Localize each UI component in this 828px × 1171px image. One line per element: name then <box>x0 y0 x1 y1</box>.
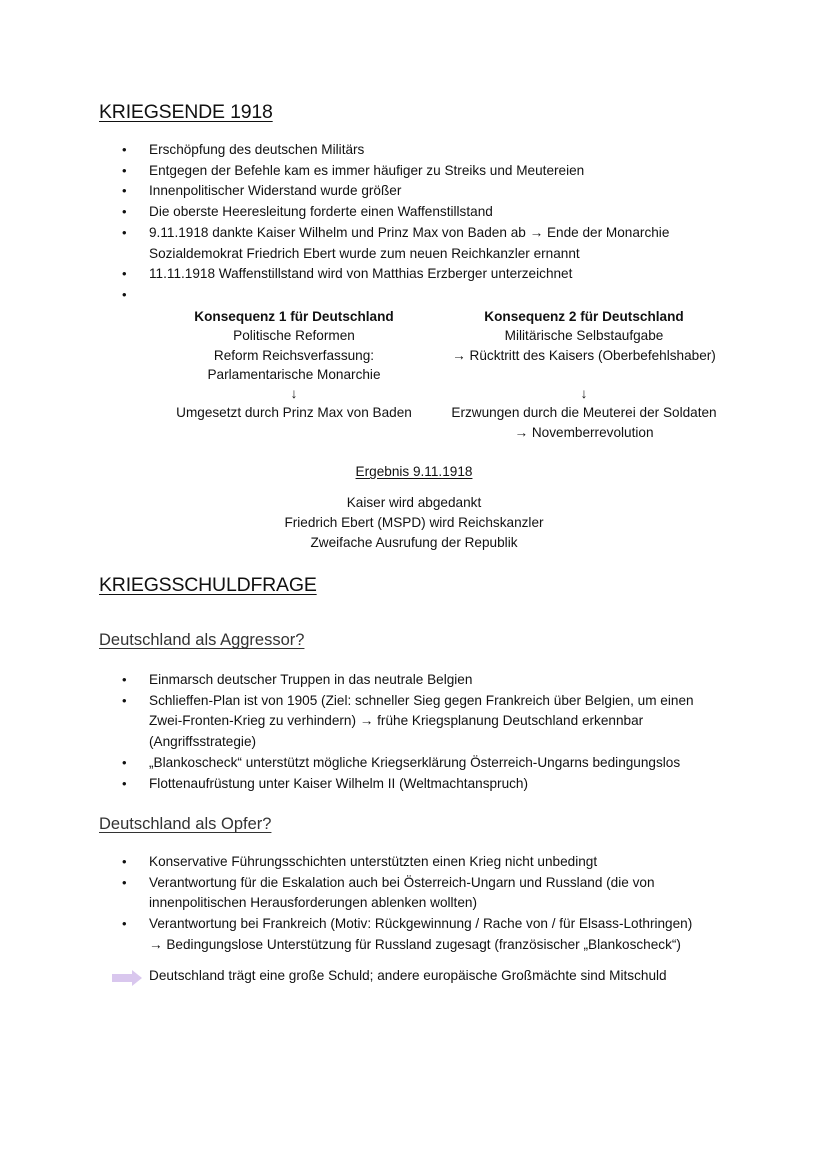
list-item <box>0 691 749 753</box>
consequence-2-line: Militärische Selbstaufgabe <box>504 328 664 344</box>
heading-kriegsende: KRIEGSENDE 1918 <box>99 101 273 123</box>
consequence-1-line: Politische Reformen <box>233 328 355 344</box>
list-item: • 11.11.1918 Waffenstillstand wird von Matthias Erzberger unterzeichnet <box>0 264 749 285</box>
bullet-text: Schlieffen-Plan ist von 1905 (Ziel: schneller Sieg gegen Frankreich über Belgien, um einen <box>149 692 694 708</box>
list-item: • Innenpolitischer Widerstand wurde größer <box>0 181 749 202</box>
result-title-text: Ergebnis 9.11.1918 <box>355 464 473 479</box>
bullet-text-continued: → Bedingungslose Unterstützung für Russland zugesagt (französischer „Blankoscheck“) <box>149 936 681 952</box>
list-item: • Entgegen der Befehle kam es immer häufiger zu Streiks und Meutereien <box>0 161 749 182</box>
subheading-aggressor: Deutschland als Aggressor? <box>99 631 305 649</box>
list-item-empty <box>0 285 749 306</box>
consequence-2-line: → Novemberrevolution <box>514 424 654 440</box>
consequence-2-spacer <box>434 365 734 384</box>
consequence-2-line: Erzwungen durch die Meuterei der Soldaten <box>451 405 717 421</box>
list-item: • Einmarsch deutscher Truppen in das neutrale Belgien <box>0 670 749 691</box>
consequence-1-line: Parlamentarische Monarchie <box>207 366 381 382</box>
aggressor-bullet-list <box>0 670 749 794</box>
consequence-1-line: Reform Reichsverfassung: <box>213 347 375 363</box>
list-item: • „Blankoscheck“ unterstützt mögliche Kriegserklärung Österreich-Ungarns bedingungslos <box>0 753 749 774</box>
consequence-1-line: Umgesetzt durch Prinz Max von Baden <box>176 405 412 421</box>
list-item: • Die oberste Heeresleitung forderte einen Waffenstillstand <box>0 202 749 223</box>
consequence-1-block <box>164 307 424 423</box>
consequence-2-line: → Rücktritt des Kaisers (Oberbefehlshaber) <box>452 347 716 363</box>
consequence-2-block <box>434 307 734 442</box>
bullet-text-continued: Sozialdemokrat Friedrich Ebert wurde zum neuen Reichkanzler ernannt <box>149 245 580 261</box>
list-item: • Erschöpfung des deutschen Militärs <box>0 140 749 161</box>
heading-kriegsschuldfrage: KRIEGSSCHULDFRAGE <box>99 574 317 596</box>
down-arrow: ↓ <box>290 386 298 402</box>
result-line: Kaiser wird abgedankt <box>346 495 482 510</box>
bullet-text: Verantwortung für die Eskalation auch bei Österreich-Ungarn und Russland (die von <box>149 874 655 890</box>
list-item <box>0 223 749 264</box>
bullet-text-continued: innenpolitischen Herausforderungen ablenken wollten) <box>149 895 477 911</box>
bullet-text: 9.11.1918 dankte Kaiser Wilhelm und Prinz Max von Baden ab → Ende der Monarchie <box>149 224 670 240</box>
consequence-2-title: Konsequenz 2 für Deutschland <box>484 309 684 324</box>
list-item <box>0 873 749 914</box>
conclusion-arrow-icon <box>112 970 142 986</box>
bullet-text: Verantwortung bei Frankreich (Motiv: Rückgewinnung / Rache von / für Elsass-Lothringen) <box>149 916 693 932</box>
list-item: • Konservative Führungsschichten unterstützten einen Krieg nicht unbedingt <box>0 852 749 873</box>
consequence-1-title: Konsequenz 1 für Deutschland <box>194 309 394 324</box>
result-lines <box>0 493 828 554</box>
list-item: • Flottenaufrüstung unter Kaiser Wilhelm II (Weltmachtanspruch) <box>0 774 749 795</box>
list-item <box>0 914 749 955</box>
result-title <box>0 462 828 482</box>
subheading-opfer: Deutschland als Opfer? <box>99 815 272 833</box>
result-line: Zweifache Ausrufung der Republik <box>310 535 518 551</box>
victim-bullet-list <box>0 852 749 956</box>
kriegsende-bullet-list <box>0 140 749 306</box>
bullet-text-continued: (Angriffsstrategie) <box>149 734 257 750</box>
bullet-text-continued: Zwei-Fronten-Krieg zu verhindern) → frühe Kriegsplanung Deutschland erkennbar <box>149 713 644 729</box>
conclusion-text: Deutschland trägt eine große Schuld; andere europäische Großmächte sind Mitschuld <box>149 968 667 983</box>
down-arrow: ↓ <box>580 386 588 402</box>
result-line: Friedrich Ebert (MSPD) wird Reichskanzler <box>284 515 544 531</box>
